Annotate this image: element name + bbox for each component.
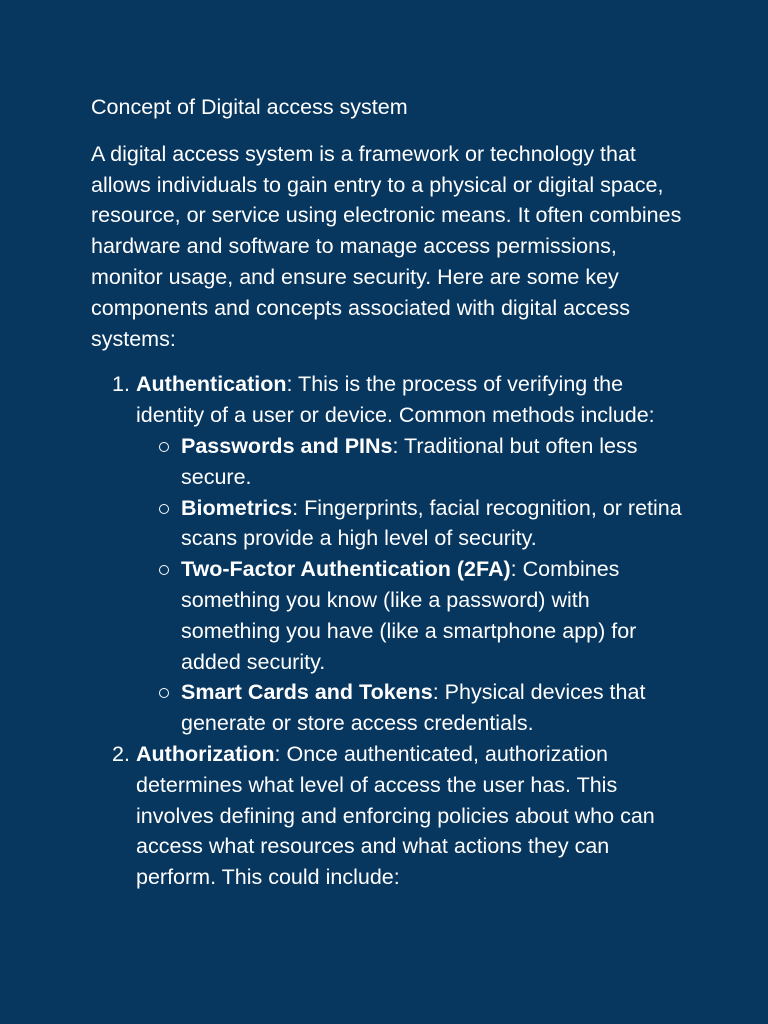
description: : Combines something you know (like a password) with something you have (like a smartphone app) for added security. — [181, 557, 637, 674]
sub-item-biometrics — [136, 493, 691, 555]
intro-paragraph: A digital access system is a framework or technology that allows individuals to gain entry to a physical or digital space, resource, or service using electronic means. It often combines hardware and software to manage access permissions, monitor usage, and ensure security. Here are some key components and concepts associated with digital access systems: — [91, 141, 682, 351]
document-page — [91, 92, 691, 893]
hollow-circle-bullet-icon — [159, 442, 169, 452]
components-list — [91, 369, 691, 893]
term-passwords: Passwords and PINs — [181, 433, 393, 458]
list-item-authorization — [91, 739, 691, 893]
term-smart-cards: Smart Cards and Tokens — [181, 680, 433, 705]
list-number: 1. — [112, 372, 130, 397]
description: : This is the process of verifying the identity of a user or device. Common methods include: — [136, 372, 655, 428]
sub-item-passwords — [136, 431, 691, 493]
description: : Once authenticated, authorization determines what level of access the user has. This involves defining and enforcing policies about who can access what resources and what actions they can perform. This could include: — [136, 741, 655, 890]
term-biometrics: Biometrics — [181, 495, 293, 520]
hollow-circle-bullet-icon — [159, 504, 169, 514]
list-number: 2. — [112, 741, 130, 766]
list-item-authentication — [91, 369, 691, 739]
description: : Physical devices that generate or store access credentials. — [181, 680, 646, 736]
sub-item-2fa — [136, 554, 691, 677]
authentication-methods-list — [136, 431, 691, 739]
term-authorization: Authorization — [136, 741, 275, 766]
sub-item-smart-cards — [136, 677, 691, 739]
description: : Fingerprints, facial recognition, or retina scans provide a high level of security. — [181, 495, 682, 551]
term-2fa: Two-Factor Authentication (2FA) — [181, 557, 511, 582]
term-authentication: Authentication — [136, 372, 287, 397]
hollow-circle-bullet-icon — [159, 565, 169, 575]
description: : Traditional but often less secure. — [181, 433, 638, 489]
hollow-circle-bullet-icon — [159, 688, 169, 698]
page-title: Concept of Digital access system — [91, 95, 408, 119]
